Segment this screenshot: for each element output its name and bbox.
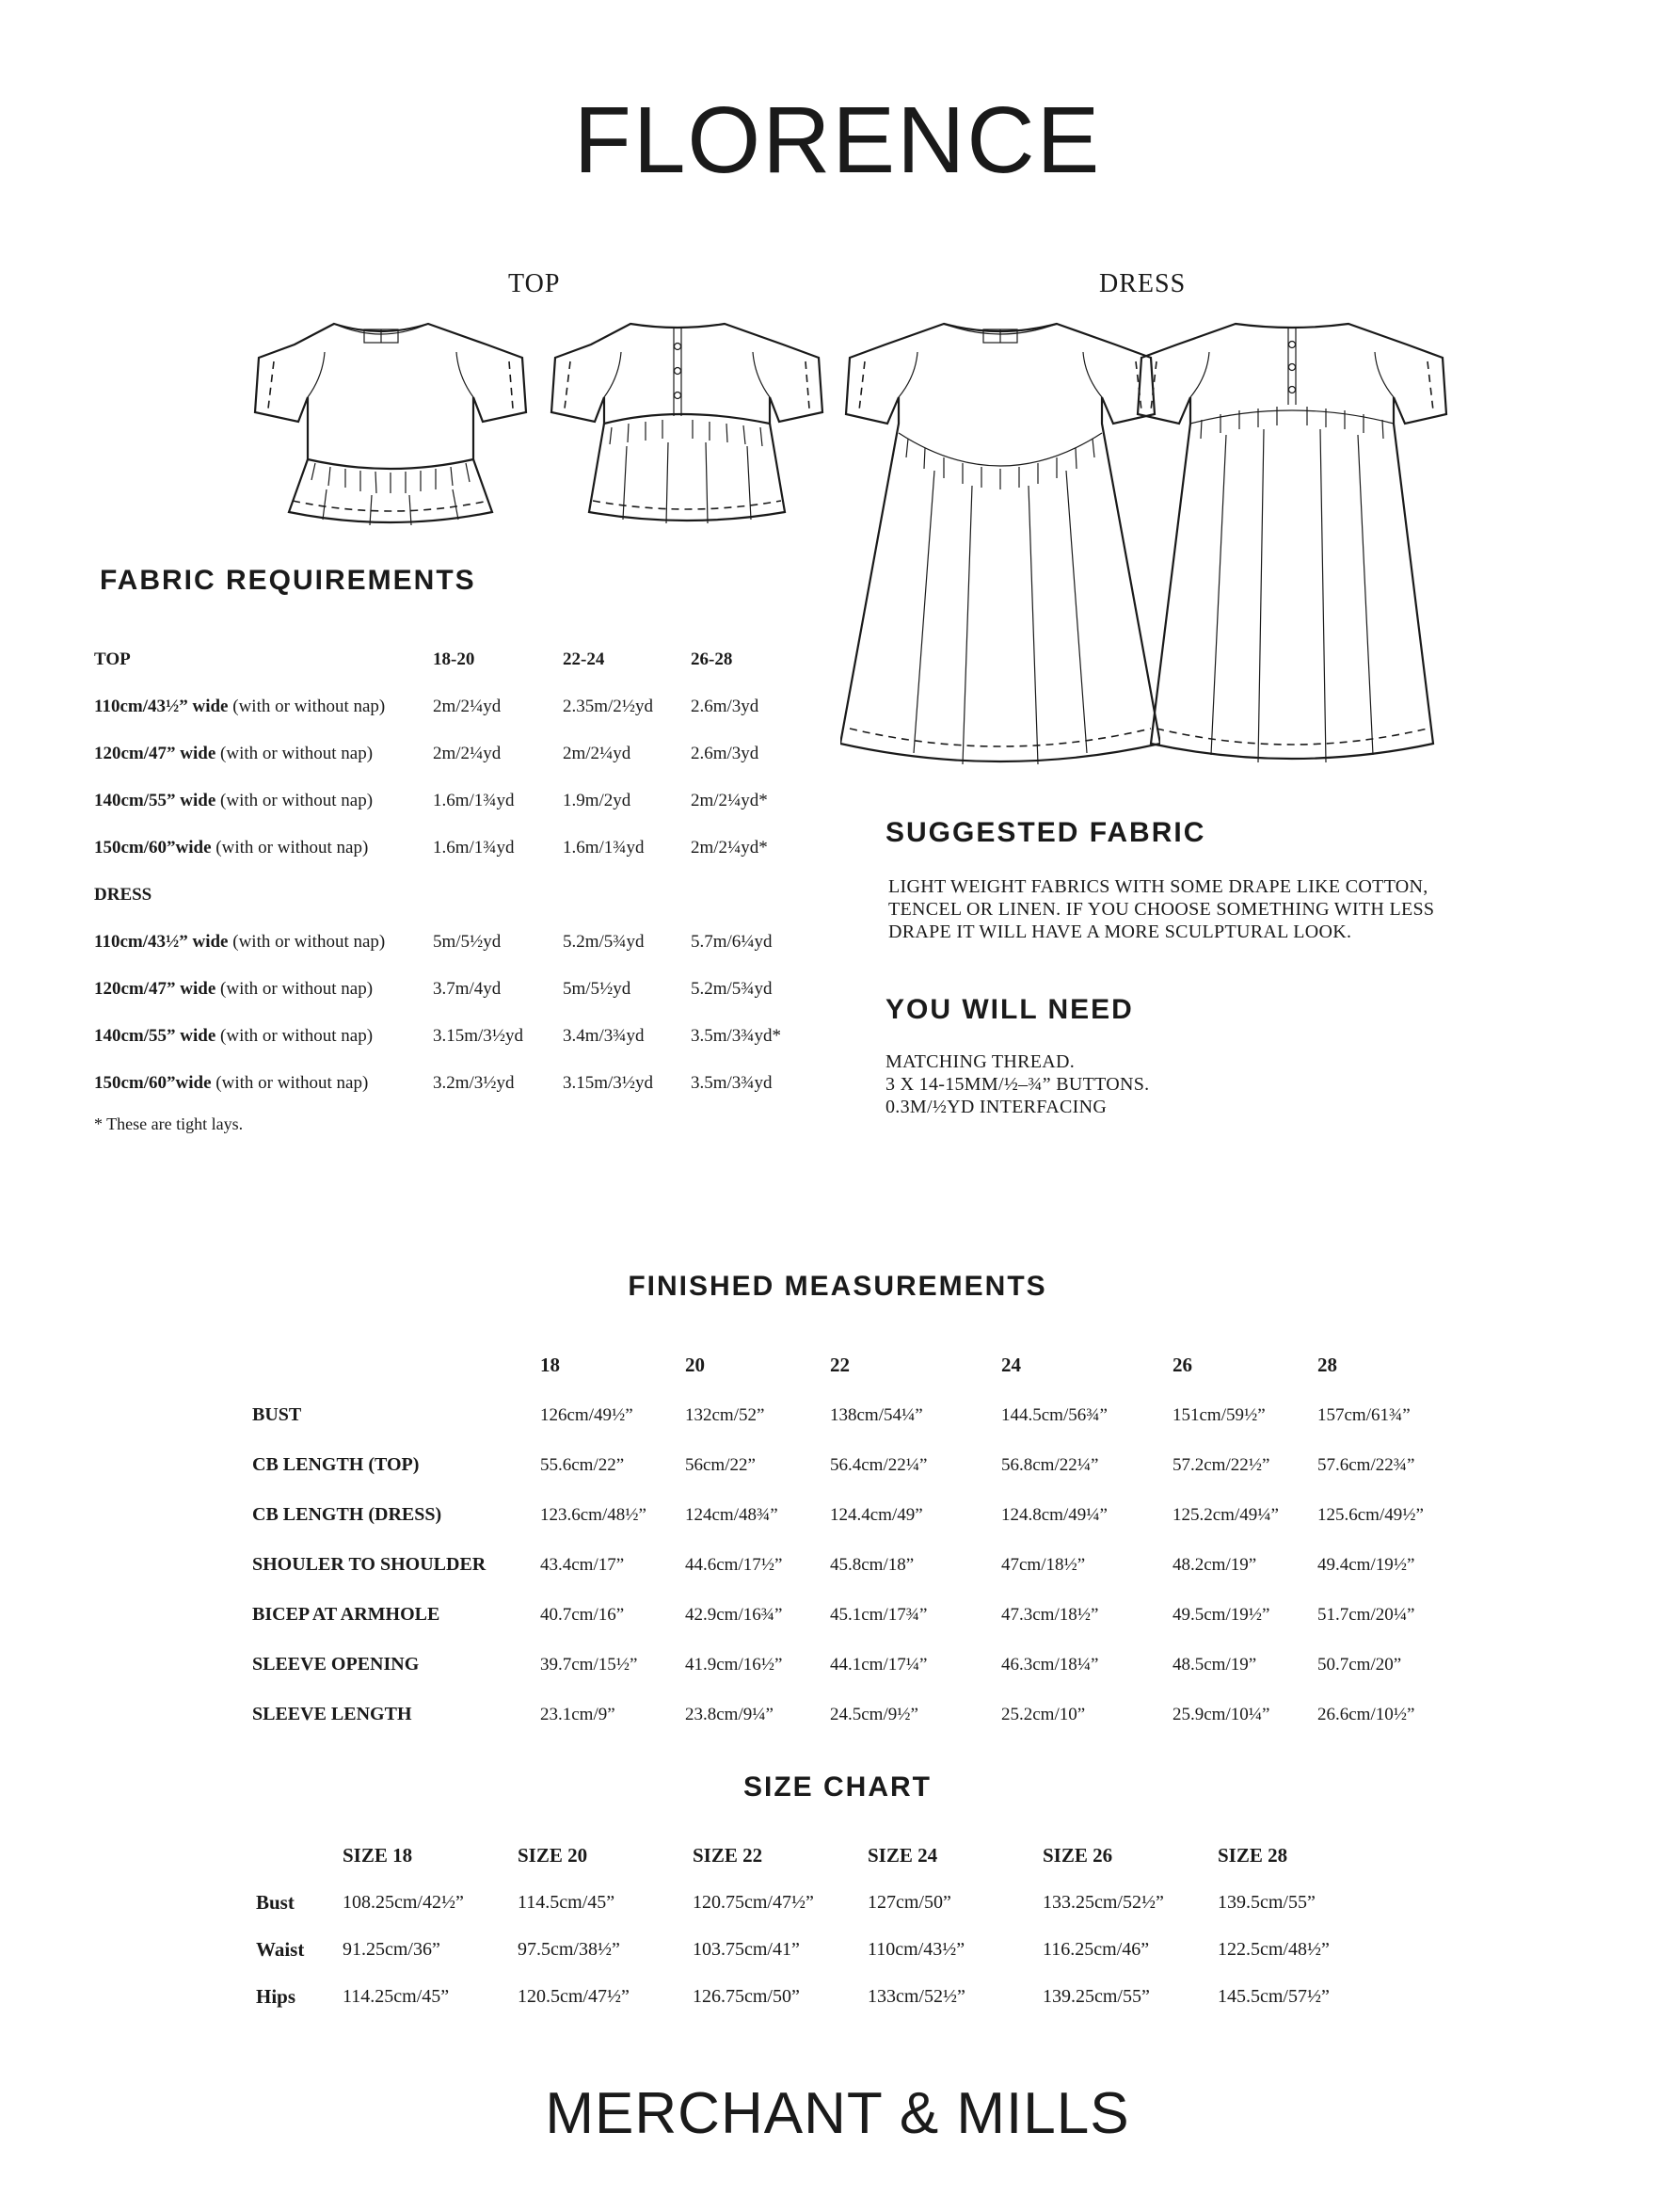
- notions-list: [885, 1050, 1149, 1118]
- fabric-requirements-heading: FABRIC REQUIREMENTS: [100, 565, 476, 596]
- dress-view-label: DRESS: [1099, 269, 1187, 298]
- list-item: 3 X 14-15MM/½–¾” BUTTONS.: [885, 1074, 1150, 1095]
- size-header-cell: 22: [830, 1354, 850, 1376]
- value-cell: 5.2m/5¾yd: [563, 932, 645, 952]
- value-cell: 41.9cm/16½”: [685, 1654, 783, 1675]
- table-row: [94, 1060, 822, 1107]
- row-label: Bust: [256, 1890, 295, 1914]
- value-cell: 5.2m/5¾yd: [691, 979, 773, 999]
- value-cell: 42.9cm/16¾”: [685, 1604, 783, 1625]
- value-cell: 2m/2¼yd: [563, 744, 631, 763]
- value-cell: 114.25cm/45”: [343, 1985, 450, 2007]
- value-cell: 56.4cm/22¼”: [830, 1454, 928, 1475]
- value-cell: 2.6m/3yd: [691, 697, 759, 716]
- table-row: [252, 1540, 1462, 1590]
- table-row: [252, 1590, 1462, 1640]
- value-cell: 116.25cm/46”: [1043, 1938, 1150, 1960]
- value-cell: 39.7cm/15½”: [540, 1654, 638, 1675]
- value-cell: 44.6cm/17½”: [685, 1554, 783, 1575]
- size-chart-table: [256, 1832, 1393, 2020]
- value-cell: 46.3cm/18¼”: [1001, 1654, 1099, 1675]
- nap-note: (with or without nap): [220, 1026, 374, 1046]
- table-row: [256, 1973, 1393, 2020]
- value-cell: 45.8cm/18”: [830, 1554, 915, 1575]
- value-cell: 26.6cm/10½”: [1317, 1704, 1415, 1724]
- value-cell: 124.4cm/49”: [830, 1504, 923, 1525]
- value-cell: 5m/5½yd: [563, 979, 631, 999]
- value-cell: 48.5cm/19”: [1172, 1654, 1257, 1675]
- value-cell: 56.8cm/22¼”: [1001, 1454, 1099, 1475]
- table-row: [94, 777, 822, 825]
- value-cell: 55.6cm/22”: [540, 1454, 625, 1475]
- value-cell: 144.5cm/56¾”: [1001, 1404, 1108, 1425]
- nap-note: (with or without nap): [232, 697, 386, 716]
- row-label: CB LENGTH (TOP): [252, 1454, 420, 1475]
- value-cell: 49.5cm/19½”: [1172, 1604, 1270, 1625]
- fabric-width-cell: [94, 683, 433, 730]
- top-view-label: TOP: [508, 269, 561, 298]
- value-cell: 97.5cm/38½”: [518, 1938, 620, 1960]
- table-row: [94, 636, 822, 683]
- value-cell: 23.8cm/9¼”: [685, 1704, 774, 1724]
- table-row: [94, 872, 822, 919]
- list-item: 0.3M/½YD INTERFACING: [885, 1097, 1108, 1117]
- size-header-cell: SIZE 20: [518, 1843, 588, 1867]
- value-cell: 120.75cm/47½”: [693, 1891, 814, 1913]
- fabric-width: 120cm/47” wide: [94, 744, 216, 763]
- pattern-title: FLORENCE: [573, 88, 1102, 193]
- value-cell: 56cm/22”: [685, 1454, 756, 1475]
- suggested-fabric-text: [888, 875, 1491, 943]
- size-header-cell: 20: [685, 1354, 705, 1376]
- value-cell: 5.7m/6¼yd: [691, 932, 773, 952]
- value-cell: 40.7cm/16”: [540, 1604, 625, 1625]
- fabric-width-cell: [94, 730, 433, 777]
- fabric-width: 150cm/60”wide: [94, 1073, 212, 1093]
- value-cell: 25.9cm/10¼”: [1172, 1704, 1270, 1724]
- value-cell: 157cm/61¾”: [1317, 1404, 1411, 1425]
- value-cell: 138cm/54¼”: [830, 1404, 923, 1425]
- nap-note: (with or without nap): [220, 979, 374, 999]
- row-label: Waist: [256, 1937, 305, 1961]
- tight-lays-footnote: * These are tight lays.: [94, 1114, 244, 1133]
- value-cell: 1.9m/2yd: [563, 791, 631, 810]
- row-label: BUST: [252, 1404, 302, 1425]
- table-row: [94, 1013, 822, 1060]
- value-cell: 2m/2¼yd*: [691, 838, 768, 858]
- value-cell: 3.15m/3½yd: [563, 1073, 654, 1093]
- text-line: TENCEL OR LINEN. IF YOU CHOOSE SOMETHING WITH LESS: [888, 899, 1435, 920]
- fabric-width: 140cm/55” wide: [94, 791, 216, 810]
- row-label: CB LENGTH (DRESS): [252, 1504, 442, 1525]
- fabric-width: 120cm/47” wide: [94, 979, 216, 999]
- dress-back-illustration: [1132, 311, 1452, 781]
- value-cell: 45.1cm/17¾”: [830, 1604, 928, 1625]
- value-cell: 91.25cm/36”: [343, 1938, 440, 1960]
- table-row: [252, 1490, 1462, 1540]
- dress-front-illustration: [840, 311, 1160, 781]
- suggested-fabric-heading: SUGGESTED FABRIC: [885, 817, 1206, 848]
- value-cell: 125.2cm/49¼”: [1172, 1504, 1279, 1525]
- size-header-cell: SIZE 22: [693, 1843, 763, 1867]
- fabric-width-cell: [94, 1013, 433, 1060]
- header-cell: DRESS: [94, 885, 152, 905]
- table-row: [94, 730, 822, 777]
- value-cell: 57.2cm/22½”: [1172, 1454, 1270, 1475]
- value-cell: 124.8cm/49¼”: [1001, 1504, 1108, 1525]
- value-cell: 139.25cm/55”: [1043, 1985, 1150, 2007]
- value-cell: 47cm/18½”: [1001, 1554, 1086, 1575]
- value-cell: 124cm/48¾”: [685, 1504, 778, 1525]
- fabric-width: 140cm/55” wide: [94, 1026, 216, 1046]
- size-header-cell: SIZE 24: [868, 1843, 938, 1867]
- text-line: DRAPE IT WILL HAVE A MORE SCULPTURAL LOOK.: [888, 922, 1352, 942]
- value-cell: 139.5cm/55”: [1218, 1891, 1316, 1913]
- value-cell: 110cm/43½”: [868, 1938, 965, 1960]
- size-header-cell: 26: [1172, 1354, 1192, 1376]
- value-cell: 47.3cm/18½”: [1001, 1604, 1099, 1625]
- value-cell: 51.7cm/20¼”: [1317, 1604, 1415, 1625]
- value-cell: 1.6m/1¾yd: [563, 838, 645, 858]
- value-cell: 123.6cm/48½”: [540, 1504, 646, 1525]
- header-cell: 26-28: [691, 649, 733, 669]
- value-cell: 125.6cm/49½”: [1317, 1504, 1424, 1525]
- fabric-width: 110cm/43½” wide: [94, 932, 229, 952]
- header-cell: TOP: [94, 649, 131, 669]
- row-label: SLEEVE LENGTH: [252, 1704, 412, 1724]
- table-row: [256, 1879, 1393, 1926]
- text-line: LIGHT WEIGHT FABRICS WITH SOME DRAPE LIKE COTTON,: [888, 876, 1428, 897]
- fabric-width: 110cm/43½” wide: [94, 697, 229, 716]
- row-label: SHOULER TO SHOULDER: [252, 1554, 487, 1575]
- table-row: [256, 1926, 1393, 1973]
- size-chart-heading: SIZE CHART: [743, 1771, 932, 1803]
- top-back-illustration: [536, 311, 838, 537]
- value-cell: 108.25cm/42½”: [343, 1891, 464, 1913]
- table-row: [94, 919, 822, 966]
- size-header-cell: 18: [540, 1354, 560, 1376]
- value-cell: 114.5cm/45”: [518, 1891, 615, 1913]
- table-row: [256, 1832, 1393, 1879]
- table-row: [252, 1640, 1462, 1690]
- value-cell: 103.75cm/41”: [693, 1938, 800, 1960]
- value-cell: 43.4cm/17”: [540, 1554, 625, 1575]
- value-cell: 50.7cm/20”: [1317, 1654, 1402, 1675]
- value-cell: 3.2m/3½yd: [433, 1073, 515, 1093]
- fabric-width: 150cm/60”wide: [94, 838, 212, 858]
- value-cell: 145.5cm/57½”: [1218, 1985, 1330, 2007]
- value-cell: 2.6m/3yd: [691, 744, 759, 763]
- size-header-cell: SIZE 26: [1043, 1843, 1113, 1867]
- finished-measurements-table: [252, 1340, 1462, 1739]
- table-row: [252, 1690, 1462, 1739]
- value-cell: 57.6cm/22¾”: [1317, 1454, 1415, 1475]
- header-cell: 18-20: [433, 649, 475, 669]
- size-header-cell: 24: [1001, 1354, 1021, 1376]
- value-cell: 2m/2¼yd*: [691, 791, 768, 810]
- value-cell: 126cm/49½”: [540, 1404, 633, 1425]
- table-row: [94, 683, 822, 730]
- fabric-width-cell: [94, 919, 433, 966]
- nap-note: (with or without nap): [215, 1073, 369, 1093]
- row-label: BICEP AT ARMHOLE: [252, 1604, 440, 1625]
- value-cell: 23.1cm/9”: [540, 1704, 615, 1724]
- value-cell: 49.4cm/19½”: [1317, 1554, 1415, 1575]
- value-cell: 122.5cm/48½”: [1218, 1938, 1330, 1960]
- value-cell: 133cm/52½”: [868, 1985, 965, 2007]
- value-cell: 2.35m/2½yd: [563, 697, 654, 716]
- row-label: Hips: [256, 1984, 296, 2008]
- value-cell: 44.1cm/17¼”: [830, 1654, 928, 1675]
- nap-note: (with or without nap): [220, 791, 374, 810]
- value-cell: 48.2cm/19”: [1172, 1554, 1257, 1575]
- size-header-cell: 28: [1317, 1354, 1337, 1376]
- value-cell: 24.5cm/9½”: [830, 1704, 918, 1724]
- header-cell: 22-24: [563, 649, 605, 669]
- nap-note: (with or without nap): [232, 932, 386, 952]
- brand-name: MERCHANT & MILLS: [545, 2081, 1130, 2146]
- table-row: [252, 1340, 1462, 1390]
- value-cell: 3.7m/4yd: [433, 979, 502, 999]
- value-cell: 25.2cm/10”: [1001, 1704, 1086, 1724]
- row-label: SLEEVE OPENING: [252, 1654, 420, 1675]
- value-cell: 133.25cm/52½”: [1043, 1891, 1164, 1913]
- value-cell: 3.15m/3½yd: [433, 1026, 524, 1046]
- value-cell: 5m/5½yd: [433, 932, 502, 952]
- you-will-need-heading: YOU WILL NEED: [885, 994, 1134, 1025]
- nap-note: (with or without nap): [220, 744, 374, 763]
- value-cell: 127cm/50”: [868, 1891, 951, 1913]
- fabric-width-cell: [94, 825, 433, 872]
- value-cell: 120.5cm/47½”: [518, 1985, 630, 2007]
- table-row: [94, 825, 822, 872]
- list-item: MATCHING THREAD.: [885, 1051, 1076, 1072]
- value-cell: 126.75cm/50”: [693, 1985, 800, 2007]
- fabric-width-cell: [94, 777, 433, 825]
- fabric-width-cell: [94, 966, 433, 1013]
- table-row: [252, 1440, 1462, 1490]
- nap-note: (with or without nap): [215, 838, 369, 858]
- size-header-cell: SIZE 28: [1218, 1843, 1288, 1867]
- value-cell: 1.6m/1¾yd: [433, 791, 515, 810]
- value-cell: 3.4m/3¾yd: [563, 1026, 645, 1046]
- fabric-requirements-table: [94, 636, 822, 1107]
- value-cell: 132cm/52”: [685, 1404, 765, 1425]
- value-cell: 3.5m/3¾yd*: [691, 1026, 782, 1046]
- value-cell: 2m/2¼yd: [433, 697, 502, 716]
- finished-measurements-heading: FINISHED MEASUREMENTS: [628, 1271, 1047, 1302]
- value-cell: 2m/2¼yd: [433, 744, 502, 763]
- value-cell: 1.6m/1¾yd: [433, 838, 515, 858]
- size-header-cell: SIZE 18: [343, 1843, 413, 1867]
- table-row: [252, 1390, 1462, 1440]
- value-cell: 3.5m/3¾yd: [691, 1073, 773, 1093]
- fabric-width-cell: [94, 1060, 433, 1107]
- table-row: [94, 966, 822, 1013]
- top-front-illustration: [240, 311, 541, 537]
- value-cell: 151cm/59½”: [1172, 1404, 1266, 1425]
